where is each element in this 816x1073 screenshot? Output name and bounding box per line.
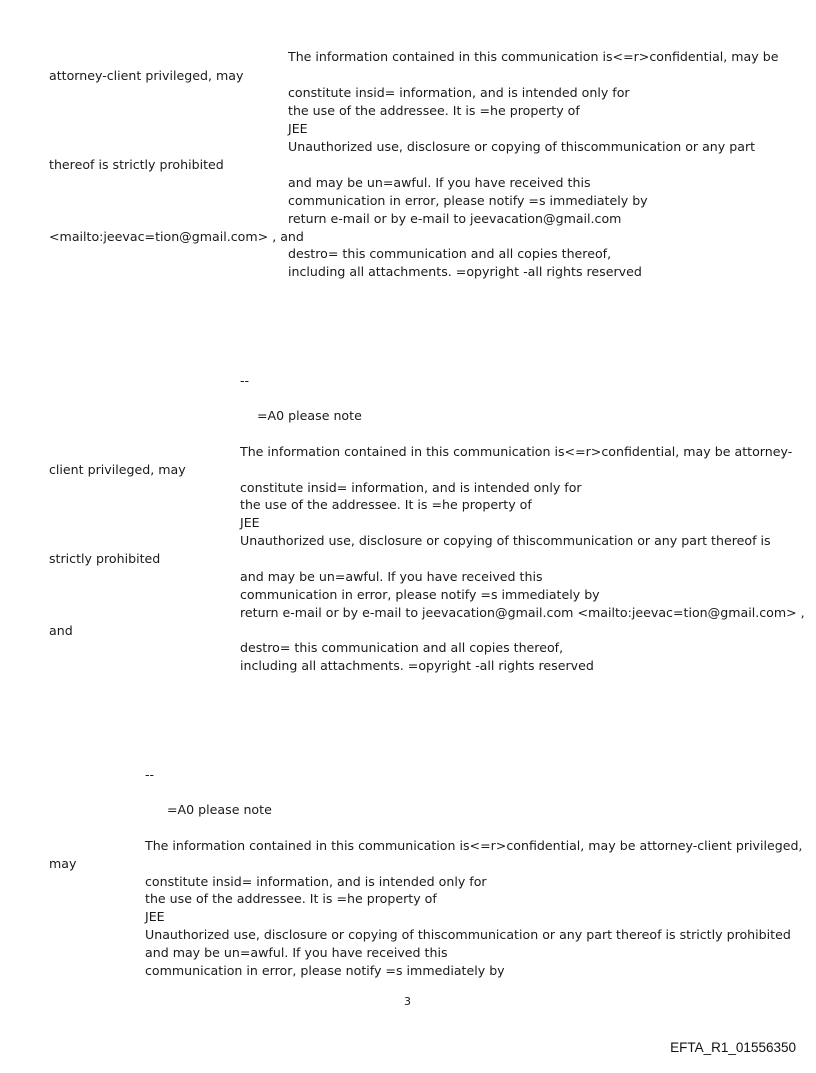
text-line: communication in error, please notify =s immediately by: [288, 193, 648, 208]
text-line: Unauthorized use, disclosure or copying of thiscommunication or any part thereof is: [240, 533, 771, 548]
text-line: client privileged, may: [49, 462, 186, 477]
text-line: JEE: [240, 515, 260, 530]
text-line: The information contained in this communication is<=r>confidential, may be attorney-: [240, 444, 793, 459]
text-line: The information contained in this communication is<=r>confidential, may be: [288, 49, 779, 64]
text-line: =A0 please note: [167, 802, 272, 817]
text-line: the use of the addressee. It is =he property of: [288, 103, 580, 118]
text-line: the use of the addressee. It is =he property of: [240, 497, 532, 512]
text-line: The information contained in this communication is<=r>confidential, may be attorney-client privileged,: [145, 838, 803, 853]
text-line: Unauthorized use, disclosure or copying of thiscommunication or any part thereof is strictly prohibited: [145, 927, 791, 942]
text-line: and may be un=awful. If you have received this: [240, 569, 543, 584]
document-id-footer: EFTA_R1_01556350: [670, 1040, 796, 1055]
text-line: and may be un=awful. If you have received this: [288, 175, 591, 190]
text-line: constitute insid= information, and is intended only for: [288, 85, 630, 100]
text-line: and: [49, 623, 73, 638]
text-line: JEE: [145, 909, 165, 924]
text-line: return e-mail or by e-mail to jeevacation@gmail.com: [288, 211, 622, 226]
text-line: Unauthorized use, disclosure or copying of thiscommunication or any part: [288, 139, 756, 154]
text-line: destro= this communication and all copies thereof,: [288, 246, 612, 261]
text-line: =A0 please note: [257, 408, 362, 423]
text-line: return e-mail or by e-mail to jeevacation@gmail.com <mailto:jeevac=tion@gmail.com> ,: [240, 605, 805, 620]
text-line: thereof is strictly prohibited: [49, 157, 224, 172]
text-line: including all attachments. =opyright -all rights reserved: [240, 658, 594, 673]
text-line: constitute insid= information, and is intended only for: [145, 874, 487, 889]
text-line: communication in error, please notify =s immediately by: [145, 963, 505, 978]
text-line: including all attachments. =opyright -all rights reserved: [288, 264, 642, 279]
text-line: destro= this communication and all copies thereof,: [240, 640, 564, 655]
text-line: communication in error, please notify =s immediately by: [240, 587, 600, 602]
text-line: attorney-client privileged, may: [49, 68, 244, 83]
text-line: JEE: [288, 121, 308, 136]
text-line: the use of the addressee. It is =he property of: [145, 891, 437, 906]
page-number: 3: [404, 995, 411, 1008]
text-line: strictly prohibited: [49, 551, 161, 566]
text-line: constitute insid= information, and is intended only for: [240, 480, 582, 495]
separator: --: [145, 767, 155, 782]
text-line: and may be un=awful. If you have received this: [145, 945, 448, 960]
separator: --: [240, 373, 250, 388]
text-line: <mailto:jeevac=tion@gmail.com> , and: [49, 229, 304, 244]
text-line: may: [49, 856, 77, 871]
